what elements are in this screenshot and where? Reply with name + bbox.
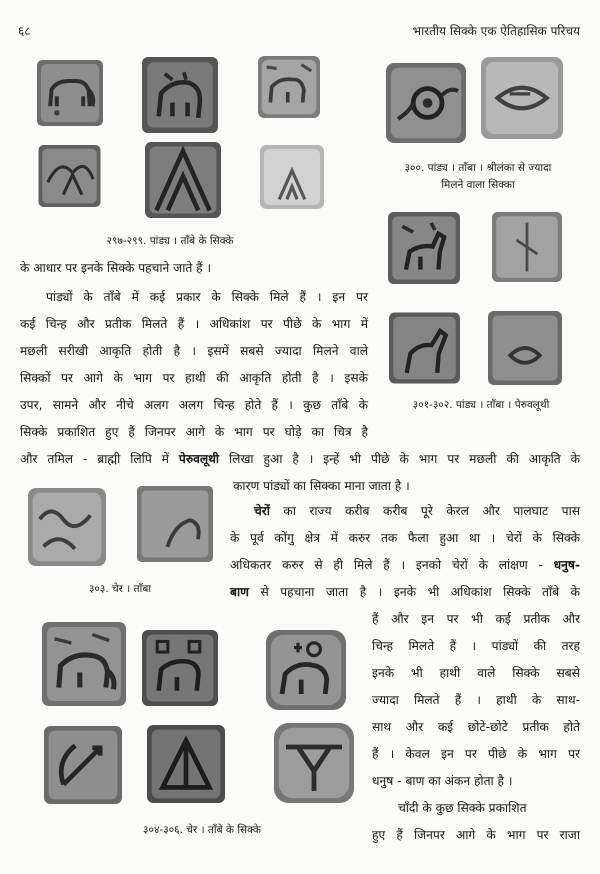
para3-line: इनके भी हाथी वाले सिक्के सबसे <box>372 666 580 680</box>
coin-303-obverse <box>27 488 107 566</box>
para2-line-end: कारण पांड्यों का सिक्का माना जाता है । <box>233 479 410 493</box>
running-header: भारतीय सिक्के एक ऐतिहासिक परिचय <box>412 24 580 38</box>
para3-line: ज्यादा मिलते हैं । हाथी के साथ- <box>372 693 580 707</box>
coin-303-reverse <box>133 486 217 562</box>
coin-302-horse <box>389 312 460 384</box>
caption-297-299: २९७-२९९. पांड्य । ताँबे के सिक्के <box>106 235 234 247</box>
coin-302-reverse <box>488 310 562 386</box>
coin-298-fish-reverse <box>145 140 221 220</box>
coin-306-bow-reverse <box>264 723 364 803</box>
coin-301-reverse <box>492 203 562 291</box>
coin-304-bow-reverse <box>41 726 125 804</box>
para1-line: के आधार पर इनके सिक्के पहचाने जाते हैं । <box>20 261 212 275</box>
para3-line: बाण से पहचाना जाता है । इनके भी अधिकांश सिक्के ताँबे के <box>230 585 580 599</box>
coin-301-horse <box>388 205 460 291</box>
para2-line: सिक्कों पर आगे के भाग पर हाथी की आकृति होती है । इसके <box>20 371 368 385</box>
caption-300-line2: मिलने वाला सिक्का <box>441 179 515 191</box>
para3-line: हैं । केवल इन पर पीछे के भाग पर <box>372 747 580 761</box>
term-peruvaluthi: पेरुवलूथी <box>178 452 220 466</box>
para2-line: सिक्के प्रकाशित हुए हैं जिनपर आगे के भाग पर घोड़े का चित्र है <box>20 425 368 439</box>
coin-304-elephant <box>37 622 131 706</box>
term-baan: बाण <box>230 585 249 599</box>
coin-305-bow-reverse <box>146 725 226 803</box>
caption-301-302: ३०१-३०२. पांड्य । ताँबा । पेरुवलूथी <box>412 399 550 411</box>
coin-305-elephant <box>142 630 218 706</box>
caption-300-line1: ३००. पांड्य । ताँबा । श्रीलंका से ज्यादा <box>404 162 552 174</box>
coin-298-elephant <box>142 56 218 134</box>
term-cheras: चेरों <box>254 504 270 518</box>
para2-line: उपर, सामने और नीचे अलग अलग चिन्ह होते हैं । कुछ ताँबे के <box>20 398 368 412</box>
para2-line: मछली सरीखी आकृति होती है । इसमें सबसे ज्यादा मिलने वाले <box>20 344 368 358</box>
page-number: ६८ <box>18 24 31 38</box>
para2-line: पांड्यों के ताँबे में कई प्रकार के सिक्के मिले हैं । इन पर <box>46 290 368 304</box>
term-dhanush: धनुष- <box>553 558 580 572</box>
para3-line: चेरों का राज्य करीब करीब पूरे केरल और पालघाट पास <box>254 504 580 518</box>
para3-line: अधिकतर करुर से ही मिले हैं । इनको चेरों के लांक्षण - धनुष- <box>230 558 580 572</box>
para3-line: धनुष - बाण का अंकन होता है । <box>372 774 513 788</box>
caption-304-306: ३०४-३०६. चेर । ताँबे के सिक्के <box>143 824 261 836</box>
coin-299-elephant <box>249 56 329 118</box>
caption-303: ३०३. चेर । ताँबा <box>88 583 152 595</box>
coin-297-fish-reverse <box>37 145 102 207</box>
coin-299-fish-reverse <box>251 145 333 209</box>
para2-line-full: और तमिल - ब्राह्मी लिपि में पेरुवलूथी लिखा हुआ है । इन्हें भी पीछे के भाग पर मछली की आकृति के <box>20 452 580 466</box>
para2-line: कई चिन्ह और प्रतीक मिलते हैं । अधिकांश पर पीछे के भाग में <box>20 317 368 331</box>
para4-line: चाँदी के कुछ सिक्के प्रकाशित <box>398 801 527 815</box>
para4-line: हुए हैं जिनपर आगे के भाग पर राजा <box>372 828 580 842</box>
para3-line: साथ और कई छोटे-छोटे प्रतीक होते <box>372 720 580 734</box>
coin-297-elephant <box>37 60 103 126</box>
coin-300-obverse <box>386 60 466 146</box>
coin-300-reverse <box>481 55 563 141</box>
para3-line: हैं और इन पर भी कई प्रतीक और <box>372 612 580 626</box>
coin-306-elephant <box>256 630 356 710</box>
para3-line: के पूर्व कोंगु क्षेत्र में करुर तक फैला हुआ था । चेरों के सिक्के <box>230 531 580 545</box>
para3-line: चिन्ह मिलते हैं । पांड्यों की तरह <box>372 639 580 653</box>
